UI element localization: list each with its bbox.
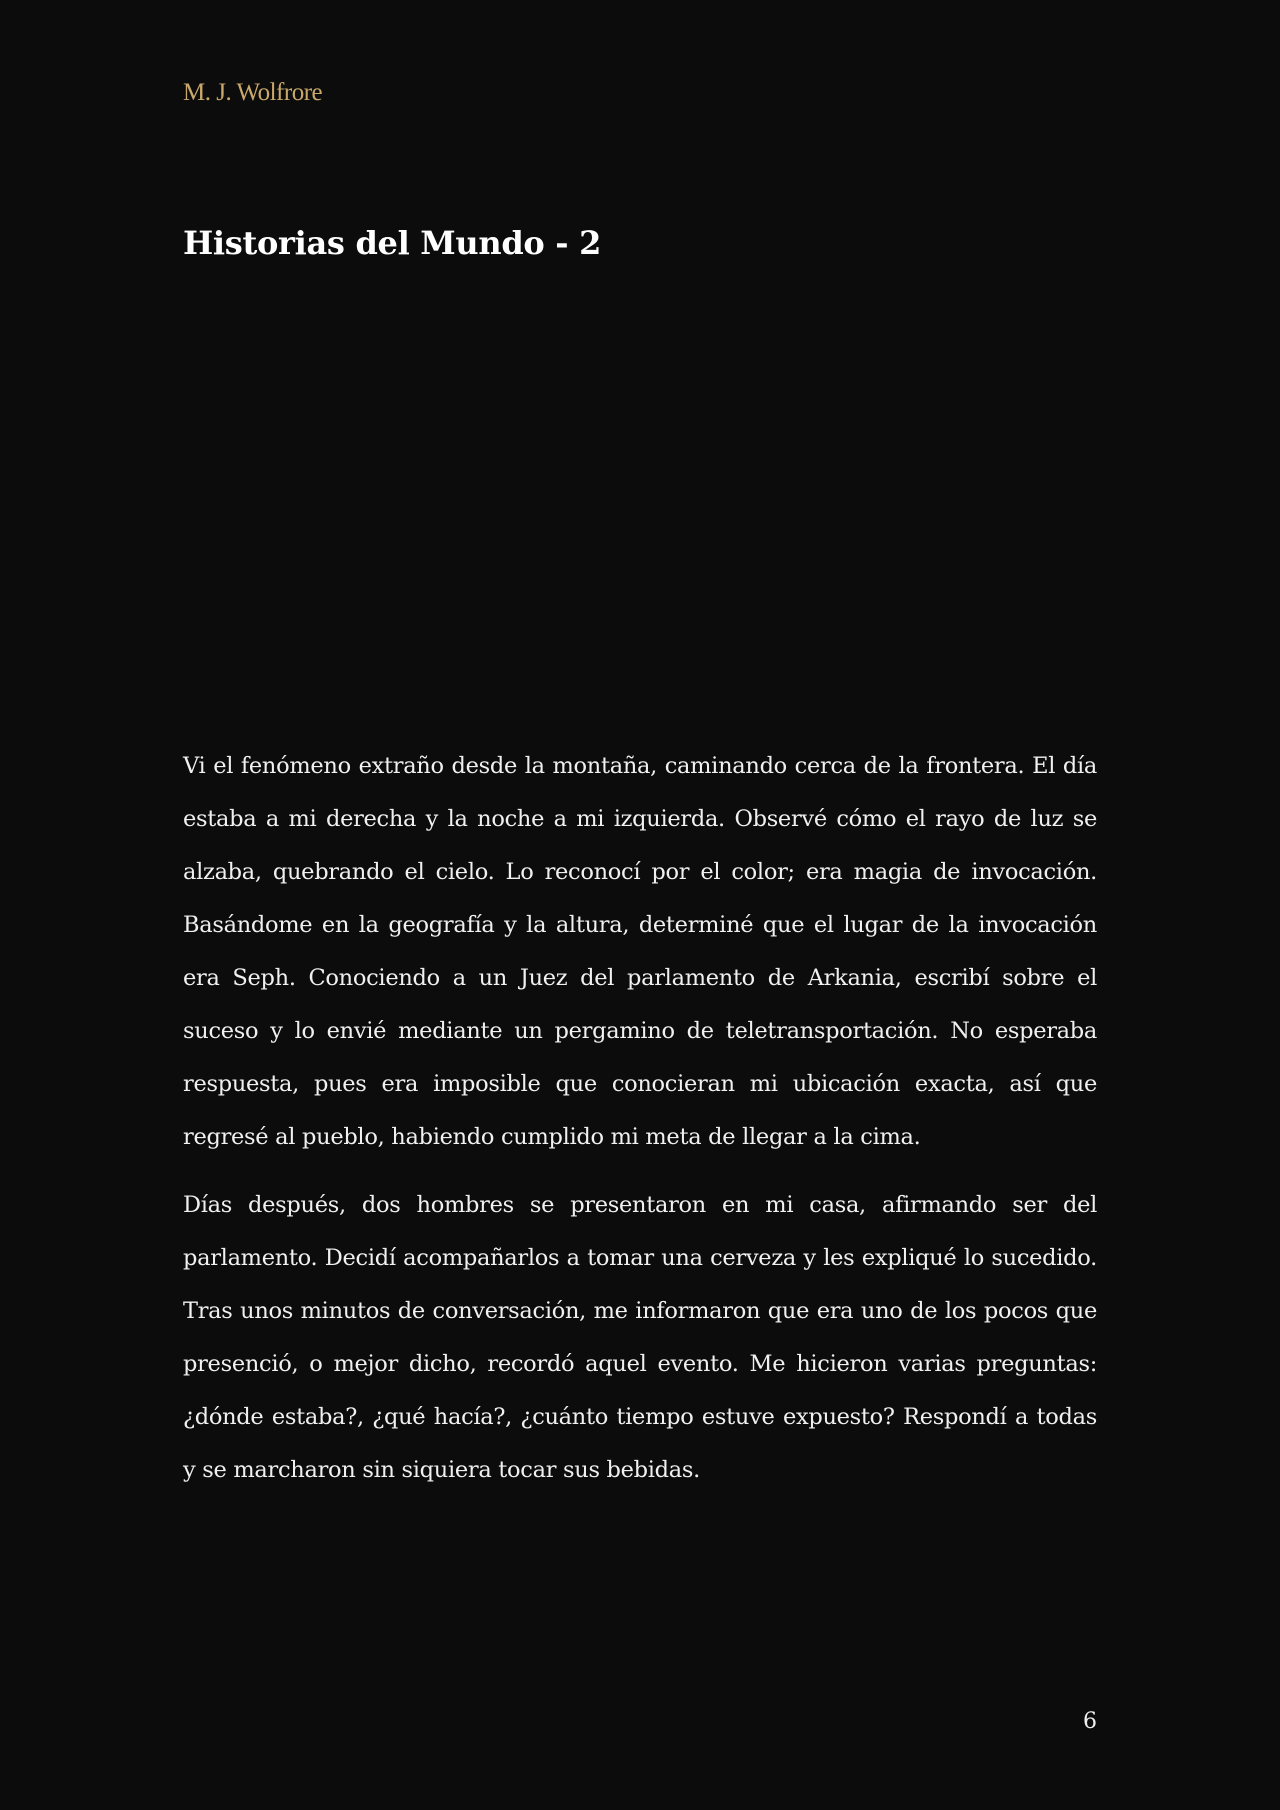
author-name: M. J. Wolfrore: [183, 79, 323, 106]
paragraph-1: Vi el fenómeno extraño desde la montaña, caminando cerca de la frontera. El día estaba a mi derecha y la noche a mi izquierda. Observé cómo el rayo de luz se alzaba, quebrando el cielo. Lo reconocí por el color; era magia de invocación. Basándome en la geografía y la altura, determiné que el lugar de la invocación era Seph. Conociendo a un Juez del parlamento de Arkania, escribí sobre el suceso y lo envié mediante un pergamino de teletransportación. No esperaba respuesta, pues era imposible que conocieran mi ubicación exacta, así que regresé al pueblo, habiendo cumplido mi meta de llegar a la cima.: [183, 753, 1097, 1150]
paragraph-2: Días después, dos hombres se presentaron en mi casa, afirmando ser del parlamento. Decidí acompañarlos a tomar una cerveza y les expliqué lo sucedido. Tras unos minutos de conversación, me informaron que era uno de los pocos que presenció, o mejor dicho, recordó aquel evento. Me hicieron varias preguntas: ¿dónde estaba?, ¿qué hacía?, ¿cuánto tiempo estuve expuesto? Respondí a todas y se marcharon sin siquiera tocar sus bebidas.: [183, 1192, 1097, 1483]
page-number: 6: [1083, 1709, 1097, 1734]
chapter-title: Historias del Mundo - 2: [183, 224, 602, 262]
chapter-body: [183, 740, 1097, 1512]
